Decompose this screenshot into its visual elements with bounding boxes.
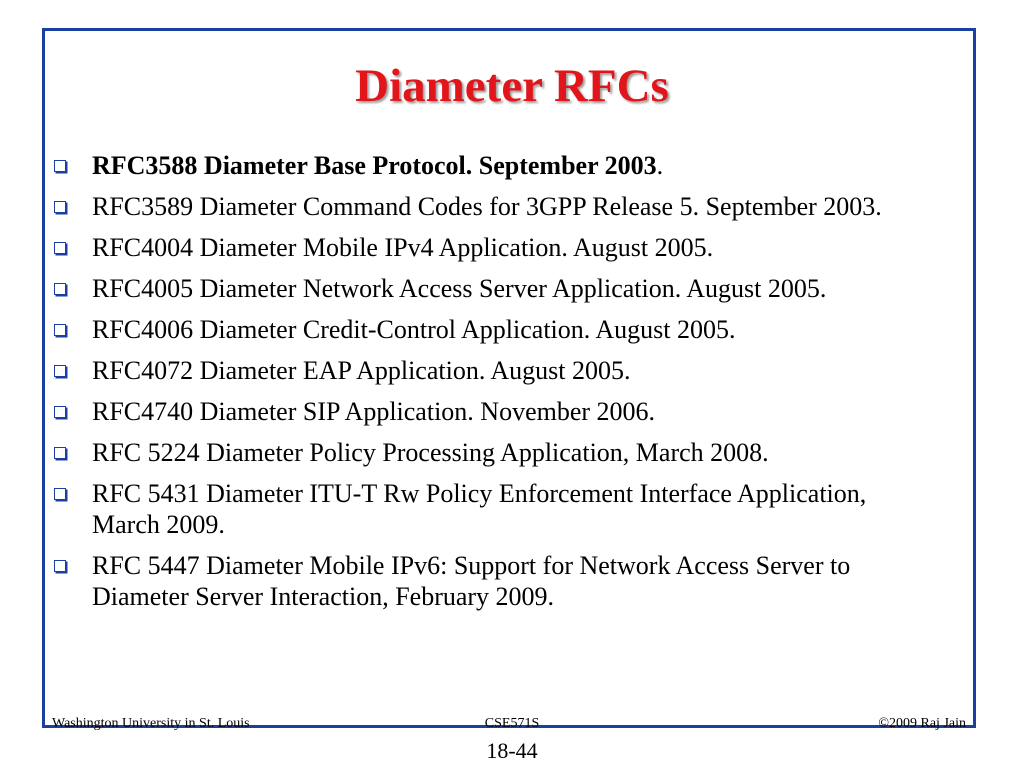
bullet-item <box>52 355 932 386</box>
hollow-square-bullet-icon <box>54 488 66 500</box>
bullet-item <box>52 478 932 540</box>
bullet-text: RFC 5224 Diameter Policy Processing Application, March 2008. <box>92 438 769 467</box>
footer-copyright: ©2009 Raj Jain <box>878 716 966 731</box>
footer-course: CSE571S <box>484 716 540 731</box>
bullet-item <box>52 396 932 427</box>
hollow-square-bullet-icon <box>54 242 66 254</box>
bullet-text: RFC 5447 Diameter Mobile IPv6: Support for Network Access Server to Diameter Server Interaction, February 2009. <box>92 551 851 611</box>
hollow-square-bullet-icon <box>54 283 66 295</box>
bullet-suffix: . <box>656 151 664 180</box>
bullet-text: RFC3588 Diameter Base Protocol. September 2003 <box>92 151 657 180</box>
bullet-item <box>52 314 932 345</box>
bullet-text: RFC4740 Diameter SIP Application. November 2006. <box>92 397 656 426</box>
hollow-square-bullet-icon <box>54 560 66 572</box>
hollow-square-bullet-icon <box>54 324 66 336</box>
hollow-square-bullet-icon <box>54 447 66 459</box>
bullet-text: RFC3589 Diameter Command Codes for 3GPP Release 5. September 2003. <box>92 192 882 221</box>
bullet-list <box>52 150 932 622</box>
bullet-item <box>52 191 932 222</box>
hollow-square-bullet-icon <box>54 406 66 418</box>
bullet-text: RFC4005 Diameter Network Access Server Application. August 2005. <box>92 274 827 303</box>
bullet-item <box>52 437 932 468</box>
bullet-item <box>52 550 932 612</box>
bullet-text: RFC4006 Diameter Credit-Control Application. August 2005. <box>92 315 736 344</box>
hollow-square-bullet-icon <box>54 160 66 172</box>
footer-institution: Washington University in St. Louis <box>52 716 250 731</box>
bullet-item <box>52 273 932 304</box>
slide-title: Diameter RFCs <box>355 60 669 112</box>
bullet-text: RFC 5431 Diameter ITU-T Rw Policy Enforcement Interface Application, March 2009. <box>92 479 867 539</box>
bullet-item <box>52 150 932 181</box>
hollow-square-bullet-icon <box>54 201 66 213</box>
bullet-text: RFC4004 Diameter Mobile IPv4 Application. August 2005. <box>92 233 714 262</box>
page-number: 18-44 <box>486 738 538 763</box>
bullet-item <box>52 232 932 263</box>
bullet-text: RFC4072 Diameter EAP Application. August 2005. <box>92 356 631 385</box>
hollow-square-bullet-icon <box>54 365 66 377</box>
